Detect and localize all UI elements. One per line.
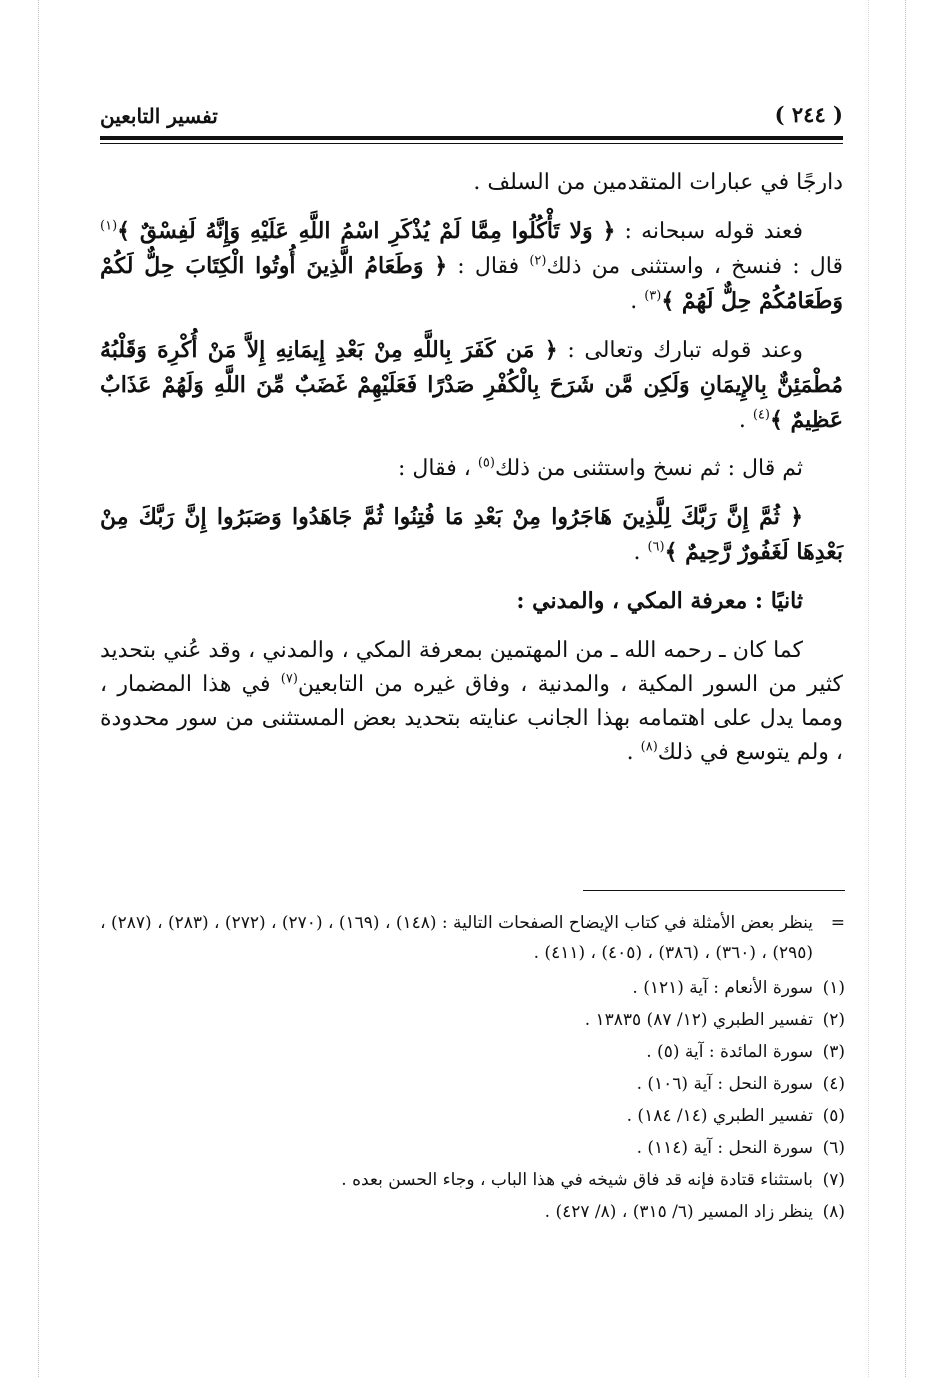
footnote-item [100, 1008, 845, 1032]
footnote-continuation [100, 908, 845, 968]
footnote-text: سورة الأنعام : آية (١٢١) . [632, 978, 813, 998]
footnote-item [100, 1040, 845, 1064]
p2-mid2: فقال : [457, 254, 520, 279]
footnote-item [100, 1136, 845, 1160]
footnote-separator [583, 890, 845, 891]
footnote-text: سورة المائدة : آية (٥) . [646, 1042, 813, 1062]
footnote-mark: (٤) [822, 1074, 845, 1094]
paragraph-3 [100, 333, 843, 438]
main-text [100, 166, 843, 784]
running-title: تفسير التابعين [100, 104, 218, 128]
footnote-cont-mark: = [830, 913, 845, 933]
page-edge-dots-left [38, 0, 39, 1377]
paragraph-5 [100, 500, 843, 570]
paragraph-4 [100, 452, 843, 486]
p5-end: . [633, 540, 641, 565]
footnote-mark: (٦) [822, 1138, 845, 1158]
p3-end: . [738, 408, 746, 433]
footnote-mark: (١) [822, 978, 845, 998]
footnote-ref-4: (٤) [752, 407, 770, 423]
footnote-cont-text: ينظر بعض الأمثلة في كتاب الإيضاح الصفحات التالية : (١٤٨) ، (١٦٩) ، (٢٧٠) ، (٢٧٢) ، (٢٨٣) ، (٢٨٧) ، (٢٩٥) ، (٣٦٠) ، (٣٨٦) ، (٤٠٥) ، (٤١١) . [100, 913, 813, 963]
p4-text: ثم قال : ثم نسخ واستثنى من ذلك [494, 456, 803, 481]
footnote-item [100, 1200, 845, 1224]
footnote-text: باستثناء قتادة فإنه قد فاق شيخه في هذا الباب ، وجاء الحسن بعده . [341, 1170, 813, 1190]
footnotes [100, 908, 845, 1232]
footnote-mark: (٢) [822, 1010, 845, 1030]
footnote-item [100, 1104, 845, 1128]
footnote-mark: (٧) [822, 1170, 845, 1190]
quran-verse-4: ﴿ ثُمَّ إِنَّ رَبَّكَ لِلَّذِينَ هَاجَرُوا مِنْ بَعْدِ مَا فُتِنُوا ثُمَّ جَاهَدُوا وَصَبَرُوا إِنَّ رَبَّكَ مِنْ بَعْدِهَا لَغَفُورٌ رَّحِيمٌ ﴾ [100, 504, 843, 565]
footnote-text: تفسير الطبري (١٢/ ٨٧) ١٣٨٣٥ . [584, 1010, 813, 1030]
footnote-ref-8: (٨) [640, 739, 658, 755]
p2-end: . [630, 289, 638, 314]
p2-intro: فعند قوله سبحانه : [624, 219, 804, 244]
p6-text-1: كما كان ـ رحمه الله ـ من المهتمين بمعرفة المكي ، والمدني ، وقد عُني بتحديد كثير من السور المكية ، والمدنية ، وفاق غيره من التابعين [100, 638, 843, 697]
footnote-mark: (٨) [822, 1202, 845, 1222]
p2-mid: قال : فنسخ ، واستثنى من ذلك [546, 254, 843, 279]
footnote-text: سورة النحل : آية (١٠٦) . [636, 1074, 813, 1094]
footnote-mark: (٣) [822, 1042, 845, 1062]
page-edge-dots-right [905, 0, 906, 1377]
footnote-item [100, 976, 845, 1000]
footnote-ref-7: (٧) [280, 671, 298, 687]
footnote-ref-6: (٦) [647, 539, 665, 555]
page-header [100, 100, 843, 140]
quran-verse-2: ﴿ وَطَعَامُ الَّذِينَ أُوتُوا الْكِتَابَ حِلٌّ لَكُمْ وَطَعَامُكُمْ حِلٌّ لَهُمْ ﴾ [100, 253, 843, 314]
footnote-item [100, 1168, 845, 1192]
p4-end: ، فقال : [397, 456, 471, 481]
footnote-text: ينظر زاد المسير (٦/ ٣١٥) ، (٨/ ٤٢٧) . [544, 1202, 813, 1222]
section-heading: ثانيًا : معرفة المكي ، والمدني : [516, 588, 803, 614]
footnote-ref-5: (٥) [477, 455, 495, 471]
footnote-text: تفسير الطبري (١٤/ ١٨٤) . [626, 1106, 813, 1126]
page-edge-dots-right-inner [868, 0, 869, 1377]
footnote-ref-2: (٢) [529, 253, 547, 269]
p6-text-2: في هذا المضمار ، ومما يدل على اهتمامه بهذا الجانب عنايته بتحديد بعض المستثنى من سور محدودة ، ولم يتوسع في ذلك [100, 672, 843, 765]
p3-intro: وعند قوله تبارك وتعالى : [567, 338, 803, 363]
p6-end: . [626, 740, 634, 765]
footnote-mark: (٥) [822, 1106, 845, 1126]
footnote-ref-3: (٣) [644, 288, 662, 304]
header-rule-thin [100, 143, 843, 144]
footnote-ref-1: (١) [100, 218, 118, 234]
quran-verse-1: ﴿ وَلا تَأْكُلُوا مِمَّا لَمْ يُذْكَرِ اسْمُ اللَّهِ عَلَيْهِ وَإِنَّهُ لَفِسْقٌ ﴾ [117, 218, 616, 244]
paragraph-2 [100, 214, 843, 319]
footnote-text: سورة النحل : آية (١١٤) . [636, 1138, 813, 1158]
footnote-item [100, 1072, 845, 1096]
quran-verse-3: ﴿ مَن كَفَرَ بِاللَّهِ مِنْ بَعْدِ إِيمَانِهِ إِلاَّ مَنْ أُكْرِهَ وَقَلْبُهُ مُطْمَئِنٌّ بِالإِيمَانِ وَلَكِن مَّن شَرَحَ بِالْكُفْرِ صَدْرًا فَعَلَيْهِمْ غَضَبٌ مِّنَ اللَّهِ وَلَهُمْ عَذَابٌ عَظِيمٌ ﴾ [100, 337, 843, 433]
paragraph-6 [100, 634, 843, 770]
paragraph-1: دارجًا في عبارات المتقدمين من السلف . [473, 170, 843, 195]
header-rule-thick [100, 136, 843, 140]
page-number: ( ٢٤٤ ) [774, 102, 843, 127]
